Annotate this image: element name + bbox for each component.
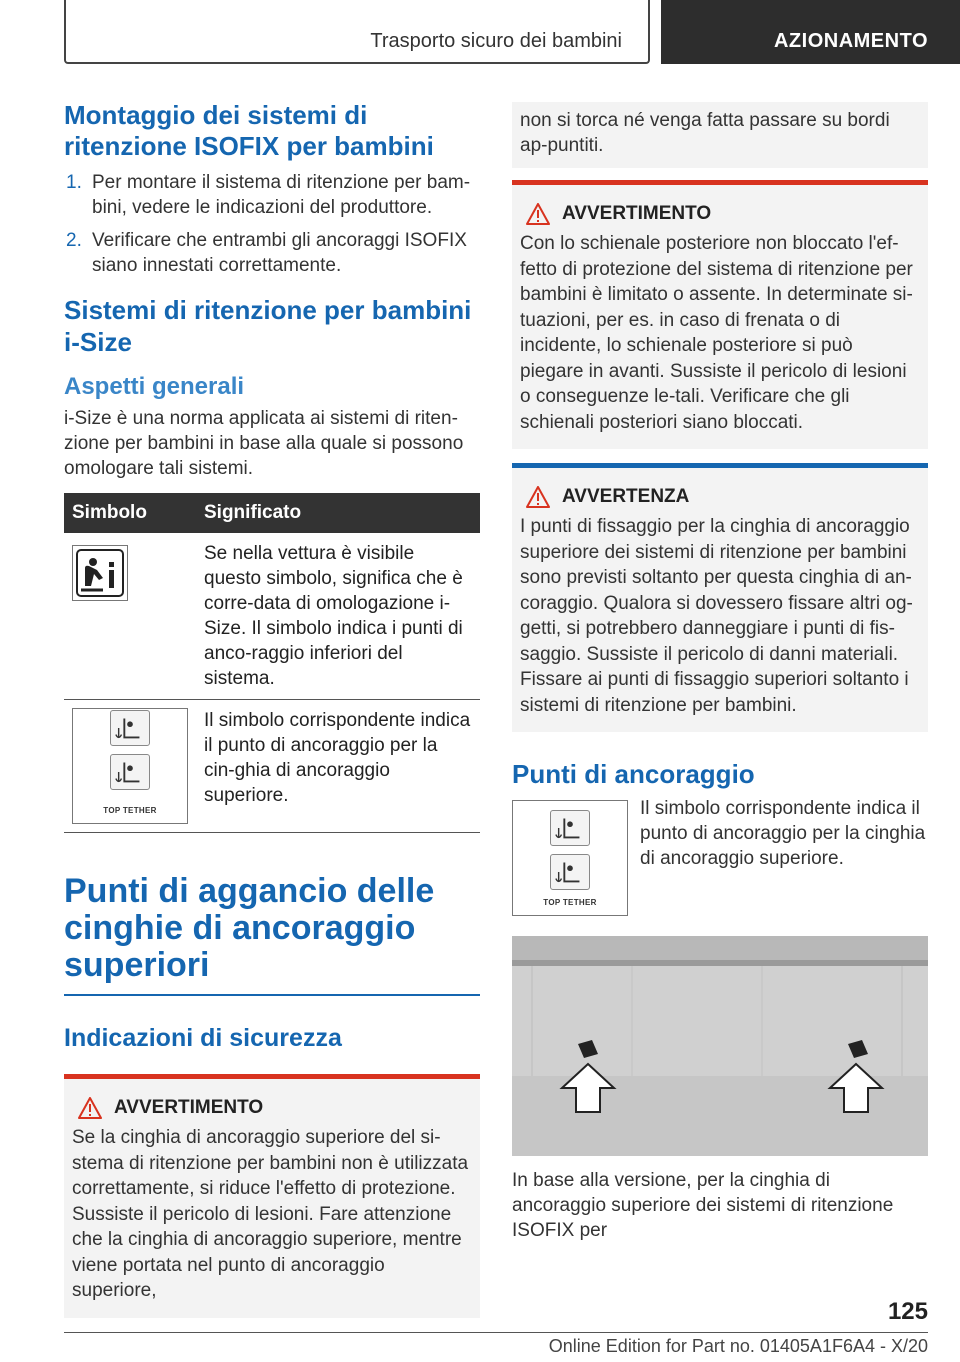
general-text: i-Size è una norma applicata ai sistemi di riten-zione per bambini in base alla quale si possono omologare tali sistemi. xyxy=(64,408,464,479)
warning-triangle-icon xyxy=(526,486,550,508)
chapter-tab xyxy=(661,0,960,64)
anchor-seat-icon xyxy=(110,710,150,746)
symbol-meaning: Il simbolo corrispondente indica il punto di ancoraggio per la cin-ghia di ancoraggio superiore. xyxy=(196,700,480,833)
step-item xyxy=(64,170,480,220)
section-tab xyxy=(64,0,650,64)
warning-cont-text: non si torca né venga fatta passare su bordi ap-puntiti. xyxy=(520,110,890,156)
warning-title: AVVERTIMENTO xyxy=(114,1097,264,1118)
top-tether-icon xyxy=(72,708,188,824)
isize-child-seat-icon xyxy=(72,545,128,601)
luggage-compartment-image xyxy=(512,936,928,1156)
table-row xyxy=(64,700,480,833)
general-heading: Aspetti generali xyxy=(64,373,245,400)
warning-title: AVVERTIMENTO xyxy=(562,203,712,224)
warning-triangle-icon xyxy=(526,203,550,225)
notice-box xyxy=(512,463,928,732)
warning-text: Se la cinghia di ancoraggio superiore del si-stema di ritenzione per bambini non è utilizzata correttamente, si riduce l'effetto di protezione. Sussiste il pericolo di lesioni. Fare attenzione che la cinghia di ancoraggio superiore, mentre viene portata nel punto di ancoraggio superiore, xyxy=(72,1127,469,1301)
warning-text: Con lo schienale posteriore non bloccato l'ef-fetto di protezione del sistema di ritenzione per bambini è limitato o assente. In determinate si-tuazioni, per es. in caso di frenata o di incidente, lo schienale posteriore si può piegare in avanti. Sussiste il pericolo di lesioni o conseguenze le-tali. Verificare che gli schienali posteriori siano bloccati. xyxy=(520,233,913,433)
step-text: Per montare il sistema di ritenzione per bam-bini, vedere le indicazioni del produttore. xyxy=(92,172,471,218)
chapter-title: AZIONAMENTO xyxy=(773,30,928,52)
top-tether-label: TOP TETHER xyxy=(543,897,597,907)
warning-box xyxy=(512,180,928,449)
isofix-heading: Montaggio dei sistemi di ritenzione ISOFIX per bambini xyxy=(64,100,434,161)
notice-title: AVVERTENZA xyxy=(562,486,690,507)
cargo-area-photo xyxy=(512,936,928,1156)
anchor-text: Il simbolo corrispondente indica il punto di ancoraggio per la cinghia di ancoraggio superiore. xyxy=(640,798,926,869)
safety-heading: Indicazioni di sicurezza xyxy=(64,1024,342,1052)
notice-text: I punti di fissaggio per la cinghia di ancoraggio superiore dei sistemi di ritenzione per bambini sono previsti soltanto per questa cinghia di an-coraggio. Qualora si dovessero fissare altri og-getti, si potrebbero danneggiare i punti di fis-saggio. Sussiste il pericolo di danni materiali. Fissare ai punti di fissaggio superiori soltanto i sistemi di ritenzione per bambini. xyxy=(520,516,913,716)
step-text: Verificare che entrambi gli ancoraggi ISOFIX siano innestati correttamente. xyxy=(92,230,467,276)
top-tether-label: TOP TETHER xyxy=(103,805,157,815)
anchor-heading: Punti di ancoraggio xyxy=(512,759,755,789)
step-item xyxy=(64,228,480,278)
hooks-heading: Punti di aggancio delle cinghie di ancoraggio superiori xyxy=(64,872,435,984)
table-row xyxy=(64,533,480,700)
left-column xyxy=(64,100,480,1318)
footer-rule xyxy=(64,1332,928,1333)
symbol-meaning: Se nella vettura è visibile questo simbolo, significa che è corre-data di omologazione i-Size. Il simbolo indica i punti di anco-raggio inferiori del sistema. xyxy=(196,533,480,700)
page-header xyxy=(64,0,960,64)
page-number: 125 xyxy=(887,1298,928,1325)
col-header-symbol: Simbolo xyxy=(64,493,196,533)
anchor-seat-icon xyxy=(550,854,590,890)
warning-continuation xyxy=(512,102,928,168)
warning-triangle-icon xyxy=(78,1097,102,1119)
symbol-table xyxy=(64,493,480,833)
top-tether-icon xyxy=(512,800,628,916)
section-title: Trasporto sicuro dei bambini xyxy=(370,30,622,52)
isize-heading: Sistemi di ritenzione per bambini i-Size xyxy=(64,295,472,357)
right-column xyxy=(512,100,928,1243)
anchor-seat-icon xyxy=(550,810,590,846)
step-number: 2. xyxy=(66,230,82,251)
edition-text: Online Edition for Part no. 01405A1F6A4 - X/20 xyxy=(548,1336,928,1356)
step-number: 1. xyxy=(66,172,82,193)
col-header-meaning: Significato xyxy=(196,493,480,533)
anchor-seat-icon xyxy=(110,754,150,790)
isofix-steps xyxy=(64,170,480,278)
anchor-section xyxy=(512,800,928,916)
heading-rule xyxy=(64,994,480,996)
photo-caption: In base alla versione, per la cinghia di ancoraggio superiore dei sistemi di ritenzione ISOFIX per xyxy=(512,1170,894,1241)
warning-box xyxy=(64,1074,480,1318)
